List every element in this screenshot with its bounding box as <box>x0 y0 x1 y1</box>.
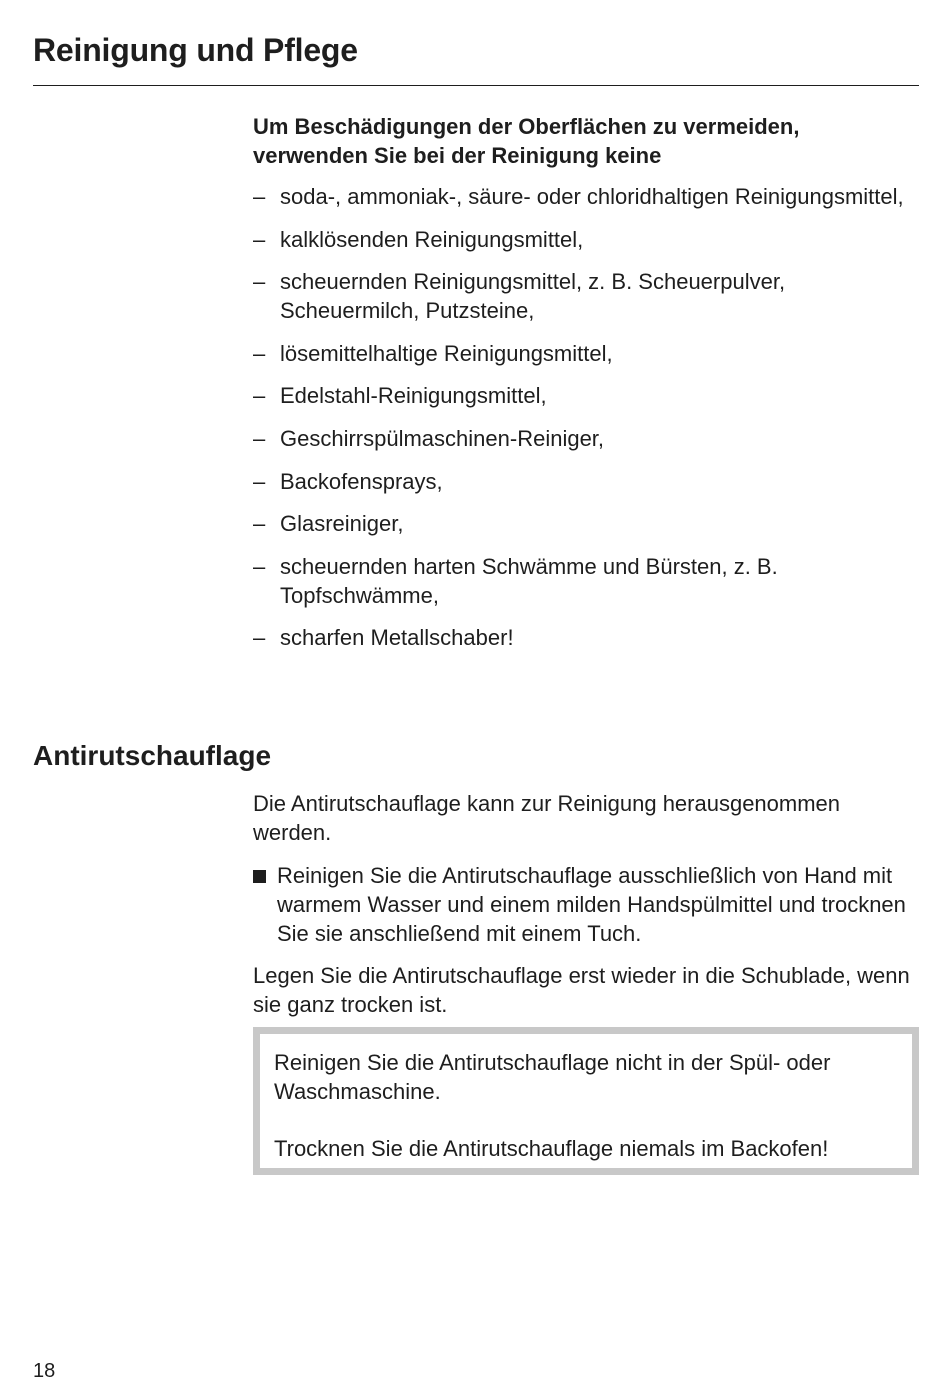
list-item <box>253 467 919 496</box>
dash-bullet: – <box>253 511 266 537</box>
page-title: Reinigung und Pflege <box>33 32 358 68</box>
list-item <box>253 424 919 453</box>
dash-bullet: – <box>253 226 266 252</box>
dash-bullet: – <box>253 625 266 651</box>
followup-paragraph: Legen Sie die Antirutschauflage erst wieder in die Schublade, wenn sie ganz trocken ist. <box>253 963 910 1017</box>
list-item <box>253 552 919 610</box>
instruction-text: Reinigen Sie die Antirutschauflage ausschließlich von Hand mit warmem Wasser und einem milden Handspülmittel und trocknen Sie sie anschließend mit einem Tuch. <box>277 863 906 946</box>
dash-bullet: – <box>253 468 266 494</box>
list-item-text: Backofensprays, <box>280 468 443 494</box>
notice-line: Trocknen Sie die Antirutschauflage niemals im Backofen! <box>274 1136 829 1161</box>
list-item-text: scheuernden harten Schwämme und Bürsten, z. B. Topfschwämme, <box>280 553 778 608</box>
dash-bullet: – <box>253 425 266 451</box>
page-number: 18 <box>33 1360 56 1382</box>
list-item <box>253 339 919 368</box>
intro-paragraph: Die Antirutschauflage kann zur Reinigung herausgenommen werden. <box>253 791 841 845</box>
list-item-text: soda-, ammoniak-, säure- oder chloridhaltigen Reinigungsmittel, <box>280 184 904 209</box>
list-item <box>253 623 919 652</box>
list-item <box>253 509 919 538</box>
dash-bullet: – <box>253 340 266 366</box>
title-divider <box>33 85 919 86</box>
square-bullet-icon <box>253 870 266 883</box>
list-item-text: scheuernden Reinigungsmittel, z. B. Scheuerpulver, Scheuermilch, Putzsteine, <box>280 269 786 324</box>
dash-bullet: – <box>253 383 266 409</box>
notice-line: Reinigen Sie die Antirutschauflage nicht in der Spül- oder Waschmaschine. <box>274 1050 831 1104</box>
list-item-text: kalklösenden Reinigungsmittel, <box>280 226 584 252</box>
list-item-text: Edelstahl-Reinigungsmittel, <box>280 383 547 409</box>
list-item <box>253 182 919 211</box>
list-item <box>253 225 919 254</box>
dash-bullet: – <box>253 553 266 579</box>
list-item-text: lösemittelhaltige Reinigungsmittel, <box>280 340 613 366</box>
list-item-text: Glasreiniger, <box>280 511 404 537</box>
dash-bullet: – <box>253 269 266 295</box>
dash-bullet: – <box>253 184 266 209</box>
list-item-text: Geschirrspülmaschinen-Reiniger, <box>280 425 605 451</box>
list-item <box>253 267 919 325</box>
list-item-text: scharfen Metallschaber! <box>280 625 514 651</box>
cleaning-agent-list <box>253 182 919 666</box>
instruction-step <box>253 861 943 948</box>
warning-heading: Um Beschädigungen der Oberflächen zu vermeiden, verwenden Sie bei der Reinigung keine <box>253 114 800 168</box>
list-item <box>253 381 919 410</box>
notice-box <box>253 1027 919 1175</box>
section-heading: Antirutschauflage <box>33 740 272 771</box>
